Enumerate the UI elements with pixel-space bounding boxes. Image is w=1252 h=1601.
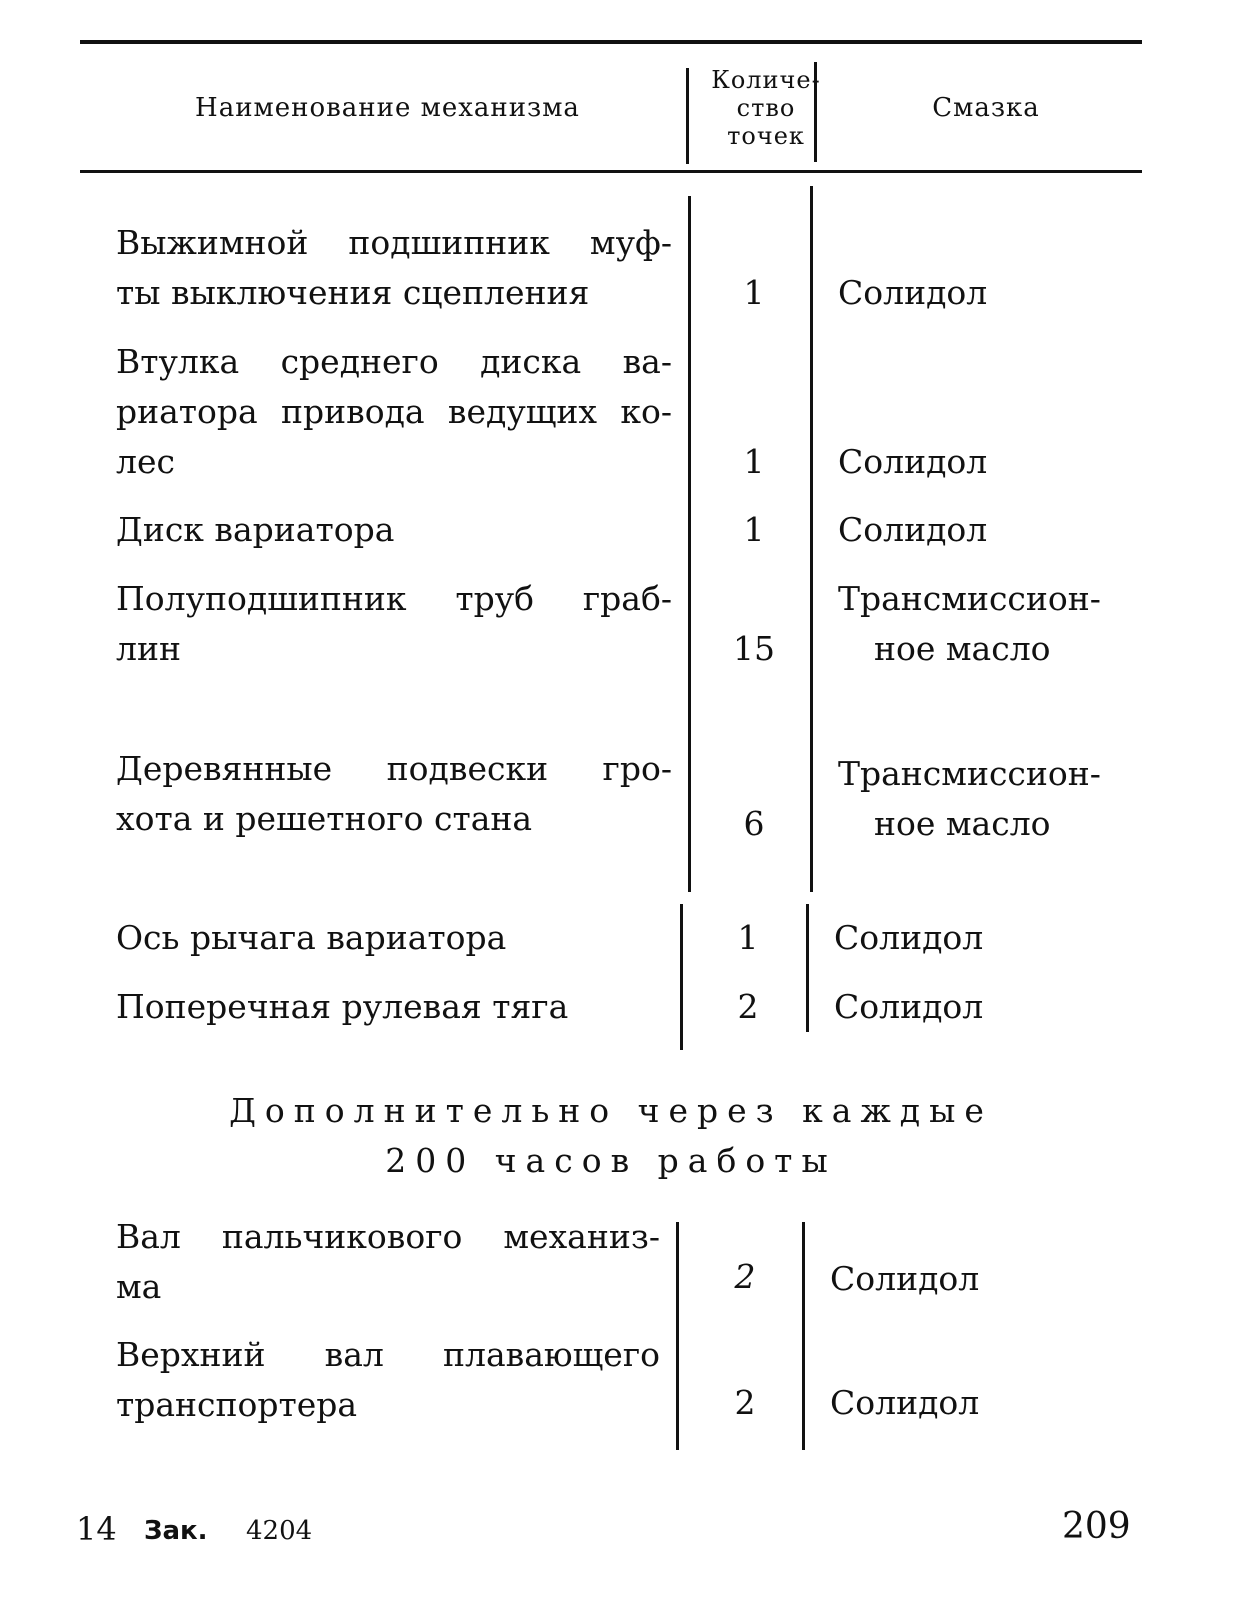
lubricant: Солидол [834, 987, 984, 1026]
order-number: 4204 [246, 1516, 313, 1546]
point-count: 2 [734, 1257, 756, 1296]
mechanism-name: Выжимной подшипник муф- ты выключения сцепления [116, 223, 672, 312]
mechanism-name: Вал пальчикового механиз- ма [116, 1217, 660, 1306]
column-divider-left-2 [680, 904, 683, 1050]
header-rule [80, 170, 1142, 173]
lubricant: Трансмиссион- ное масло [838, 754, 1101, 843]
point-count: 1 [743, 510, 765, 549]
column-divider-left-3 [676, 1222, 679, 1450]
order-label: Зак. [144, 1516, 208, 1546]
point-count: 2 [737, 987, 759, 1026]
lubricant: Солидол [830, 1383, 980, 1422]
point-count: 1 [743, 273, 765, 312]
lubricant: Солидол [838, 510, 988, 549]
top-rule [80, 40, 1142, 44]
lubricant: Солидол [838, 442, 988, 481]
point-count: 2 [734, 1383, 756, 1422]
point-count: 1 [743, 442, 765, 481]
lubricant: Солидол [838, 273, 988, 312]
mechanism-name: Деревянные подвески гро- хота и решетного стана [116, 749, 672, 838]
mechanism-name: Втулка среднего диска ва- риатора привода ведущих ко- лес [116, 342, 672, 481]
column-divider-right-2 [806, 904, 809, 1032]
lubricant: Трансмиссион- ное масло [838, 579, 1101, 668]
mechanism-name: Ось рычага вариатора [116, 918, 507, 957]
page-number: 209 [1062, 1506, 1131, 1547]
point-count: 1 [737, 918, 759, 957]
mechanism-name: Диск вариатора [116, 510, 395, 549]
point-count: 6 [743, 804, 765, 843]
section-title: Дополнительно через каждые 200 часов работы [229, 1091, 993, 1180]
lubricant: Солидол [834, 918, 984, 957]
mechanism-name: Полуподшипник труб граб- лин [116, 579, 672, 668]
header-point-count: Количе-ство точек [711, 66, 821, 150]
column-divider-right-3 [802, 1222, 805, 1450]
mechanism-name: Верхний вал плавающего транспортера [116, 1335, 660, 1424]
column-divider-right-1 [810, 186, 813, 892]
point-count: 15 [733, 629, 775, 668]
sheet-number: 14 [76, 1510, 117, 1548]
header-lubricant: Смазка [932, 93, 1040, 123]
column-divider-left-1 [688, 196, 691, 892]
lubricant: Солидол [830, 1259, 980, 1298]
header-mechanism-name: Наименование механизма [195, 93, 580, 123]
mechanism-name: Поперечная рулевая тяга [116, 987, 569, 1026]
